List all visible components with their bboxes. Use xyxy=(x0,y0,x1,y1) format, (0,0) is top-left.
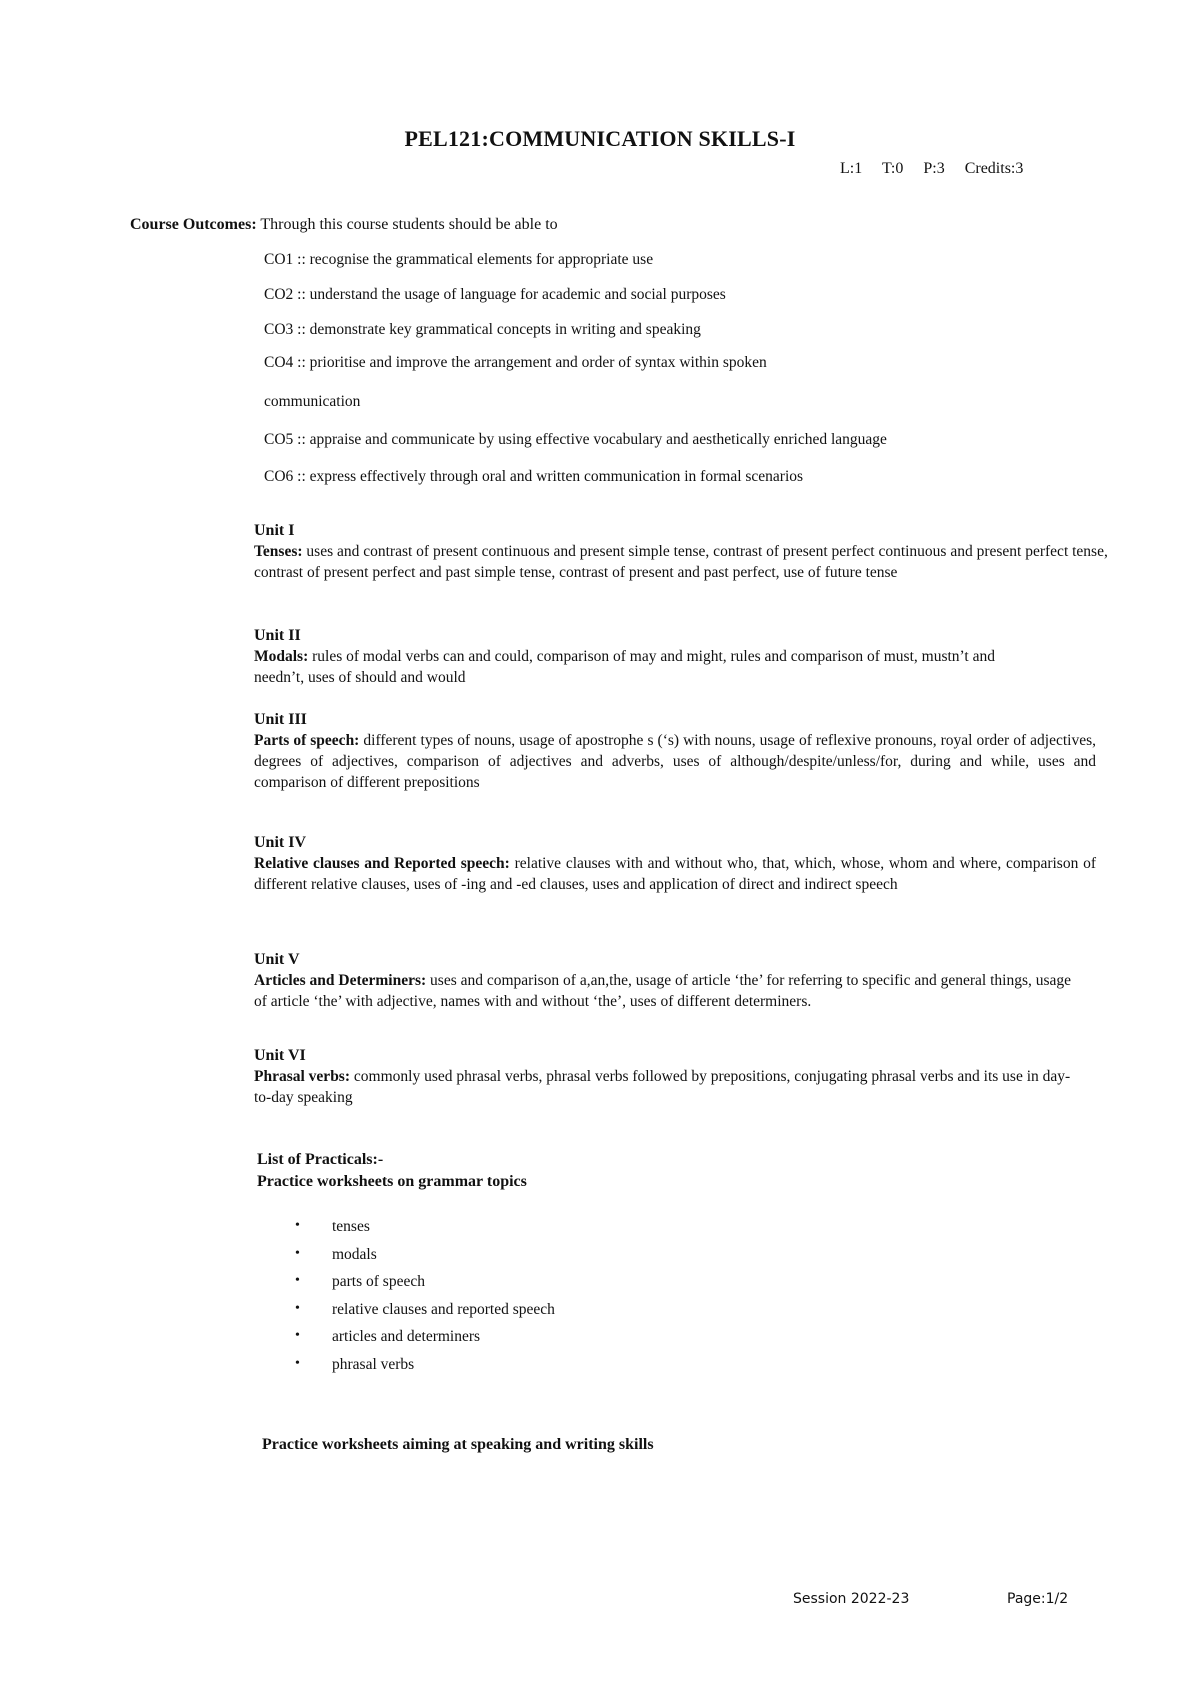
unit-content xyxy=(254,853,1096,895)
unit-heading: Unit I xyxy=(254,522,295,539)
bullet-icon: • xyxy=(295,1355,300,1371)
unit-topic-label: Modals: xyxy=(254,648,309,665)
practicals-subtitle: Practice worksheets on grammar topics xyxy=(257,1173,527,1190)
unit-heading: Unit III xyxy=(254,711,307,728)
unit-heading: Unit IV xyxy=(254,834,307,851)
unit-topic-label: Parts of speech: xyxy=(254,732,360,749)
unit-topic-label: Tenses: xyxy=(254,543,303,560)
unit-topic-text: rules of modal verbs can and could, comparison of may and might, rules and comparison of must, mustn’t and needn’t, uses of should and would xyxy=(254,648,995,686)
list-item xyxy=(290,1218,555,1246)
bullet-icon: • xyxy=(295,1245,300,1261)
unit-heading: Unit II xyxy=(254,627,301,644)
unit-topic-text: commonly used phrasal verbs, phrasal verbs followed by prepositions, conjugating phrasal verbs and its use in day-to-day speaking xyxy=(254,1068,1071,1106)
bullet-icon: • xyxy=(295,1273,300,1288)
credits: Credits:3 xyxy=(964,160,1024,177)
list-item xyxy=(290,1301,555,1329)
course-outcomes-heading xyxy=(130,216,558,234)
practicals-title: List of Practicals:- xyxy=(257,1151,384,1168)
bullet-icon: • xyxy=(295,1328,300,1343)
unit-content xyxy=(254,970,1084,1012)
page-number: Page:1/2 xyxy=(1007,1591,1069,1607)
practicals-heading xyxy=(257,1149,527,1193)
bullet-icon: • xyxy=(295,1218,300,1233)
list-item-text: parts of speech xyxy=(332,1273,425,1290)
session-label: Session 2022-23 xyxy=(793,1591,910,1607)
practical-hours: P:3 xyxy=(923,160,945,177)
co1: CO1 :: recognise the grammatical elements for appropriate use xyxy=(264,251,654,268)
unit-topic-text: uses and contrast of present continuous and present simple tense, contrast of present perfect continuous and present perfect tense, contrast of present perfect and past simple tense, contrast of present and past perfect, use of future tense xyxy=(254,543,1108,581)
co2: CO2 :: understand the usage of language for academic and social purposes xyxy=(264,286,726,303)
unit-content xyxy=(254,646,1014,688)
unit-topic-label: Phrasal verbs: xyxy=(254,1068,351,1085)
course-outcomes-intro: Through this course students should be able to xyxy=(260,216,558,233)
page-title: PEL121:COMMUNICATION SKILLS-I xyxy=(404,126,796,151)
unit-2 xyxy=(254,625,1014,688)
unit-1 xyxy=(254,520,1114,583)
unit-heading: Unit VI xyxy=(254,1047,306,1064)
unit-topic-text: uses and comparison of a,an,the, usage of article ‘the’ for referring to specific and general things, usage of article ‘the’ with adjective, names with and without ‘the’, uses of different determiners. xyxy=(254,972,1072,1010)
co5: CO5 :: appraise and communicate by using effective vocabulary and aesthetically enriched language xyxy=(264,431,887,448)
list-item-text: relative clauses and reported speech xyxy=(332,1300,555,1318)
list-item-text: modals xyxy=(332,1245,377,1263)
co4-continued: communication xyxy=(264,393,361,410)
ltp-credits xyxy=(840,160,1037,178)
co6: CO6 :: express effectively through oral and written communication in formal scenarios xyxy=(264,468,804,485)
tutorial-hours: T:0 xyxy=(881,160,904,177)
unit-content xyxy=(254,730,1096,793)
unit-topic-text: different types of nouns, usage of apostrophe s (‘s) with nouns, usage of reflexive pronouns, royal order of adjectives, degrees of adjectives, comparison of adjectives and adverbs, uses of although/despite/unless/for, during and while, uses and comparison of different prepositions xyxy=(254,732,1097,791)
unit-5 xyxy=(254,949,1084,1012)
list-item-text: articles and determiners xyxy=(332,1328,481,1345)
unit-content xyxy=(254,1066,1084,1108)
list-item-text: phrasal verbs xyxy=(332,1355,415,1373)
unit-3 xyxy=(254,709,1096,793)
bullet-icon: • xyxy=(295,1300,300,1316)
unit-heading: Unit V xyxy=(254,951,300,968)
list-item xyxy=(290,1328,555,1356)
lecture-hours: L:1 xyxy=(840,160,863,177)
list-item xyxy=(290,1246,555,1274)
list-item-text: tenses xyxy=(332,1218,370,1235)
unit-6 xyxy=(254,1045,1084,1108)
unit-content xyxy=(254,541,1114,583)
unit-topic-text: relative clauses with and without who, that, which, whose, whom and where, comparison of different relative clauses, uses of -ing and -ed clauses, uses and application of direct and indirect speech xyxy=(254,855,1097,893)
unit-topic-label: Relative clauses and Reported speech: xyxy=(254,855,510,872)
list-item xyxy=(290,1356,555,1384)
practicals-closing: Practice worksheets aiming at speaking and writing skills xyxy=(262,1436,654,1453)
unit-4 xyxy=(254,832,1096,895)
practicals-list xyxy=(290,1218,555,1383)
unit-topic-label: Articles and Determiners: xyxy=(254,972,427,989)
course-outcomes-label: Course Outcomes: xyxy=(130,216,257,233)
co3: CO3 :: demonstrate key grammatical concepts in writing and speaking xyxy=(264,321,701,338)
list-item xyxy=(290,1273,555,1301)
co4: CO4 :: prioritise and improve the arrangement and order of syntax within spoken xyxy=(264,354,767,371)
